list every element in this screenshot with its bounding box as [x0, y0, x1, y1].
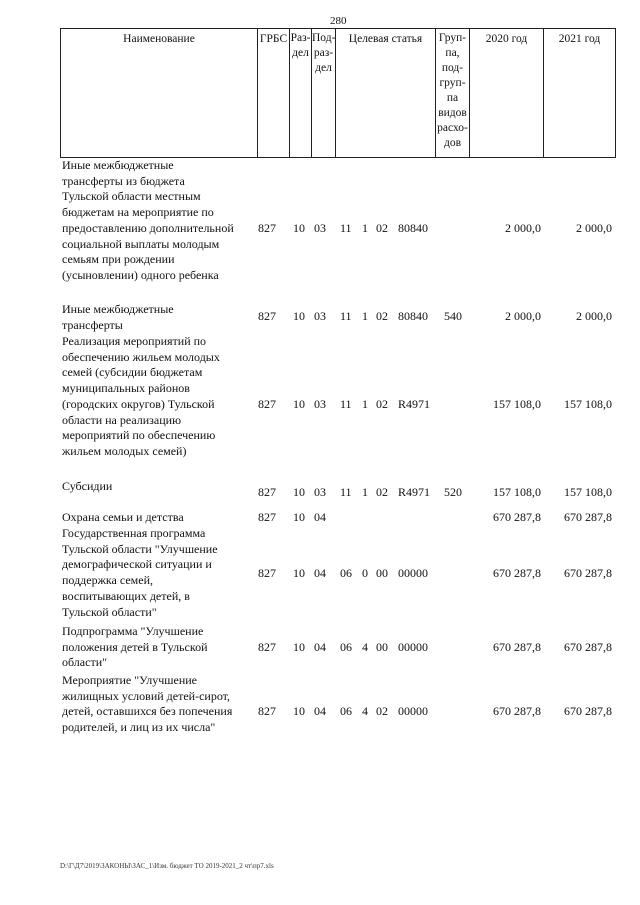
- row-grbs: 827: [258, 566, 276, 580]
- row-razdel: 10: [293, 510, 305, 524]
- row-name: Иные межбюджетные трансферты: [62, 302, 174, 332]
- row-razdel: 10: [293, 221, 305, 235]
- row-target-program: 11: [340, 221, 352, 235]
- row-podrazdel: 03: [314, 485, 326, 499]
- row-target-program: 11: [340, 309, 352, 323]
- row-podrazdel: 04: [314, 704, 326, 718]
- row-razdel: 10: [293, 640, 305, 654]
- row-name: Государственная программа Тульской области "Улучшение демографической ситуации и поддержка семей, воспитывающих детей, в Тульской области": [62, 526, 218, 619]
- row-target-event: 02: [376, 309, 388, 323]
- row-group: 520: [444, 485, 462, 499]
- row-target-event: 02: [376, 221, 388, 235]
- row-target-direction: 00000: [398, 640, 428, 654]
- row-2020: 670 287,8: [493, 510, 541, 524]
- row-target-direction: 00000: [398, 566, 428, 580]
- row-2021: 670 287,8: [564, 510, 612, 524]
- row-target-program: 11: [340, 397, 352, 411]
- row-podrazdel: 03: [314, 221, 326, 235]
- row-target-subprogram: 1: [362, 485, 368, 499]
- row-2020: 670 287,8: [493, 704, 541, 718]
- row-name: Мероприятие "Улучшение жилищных условий детей-сирот, детей, оставшихся без попечения родителей, и лиц из их числа": [62, 673, 233, 735]
- row-grbs: 827: [258, 221, 276, 235]
- col-name-label: Наименование: [123, 33, 195, 45]
- table-header: [60, 28, 616, 158]
- row-target-event: 00: [376, 566, 388, 580]
- row-grbs: 827: [258, 397, 276, 411]
- row-target-program: 06: [340, 704, 352, 718]
- col-group-header: [435, 29, 469, 157]
- page-number: 280: [330, 15, 347, 27]
- row-target-subprogram: 4: [362, 640, 368, 654]
- row-grbs: 827: [258, 309, 276, 323]
- row-podrazdel: 04: [314, 566, 326, 580]
- table-row: [60, 158, 620, 286]
- row-name: Иные межбюджетные трансферты из бюджета Тульской области местным бюджетам на мероприятие по предоставлению дополнительной социальной выплаты молодым семьям при рождении (усыновлении) одного ребенка: [62, 158, 234, 282]
- row-target-event: 02: [376, 397, 388, 411]
- row-target-program: 06: [340, 566, 352, 580]
- col-2020-header: [469, 29, 543, 157]
- row-grbs: 827: [258, 510, 276, 524]
- row-target-direction: 00000: [398, 704, 428, 718]
- row-target-subprogram: 4: [362, 704, 368, 718]
- row-target-direction: 80840: [398, 309, 428, 323]
- row-target-subprogram: 1: [362, 309, 368, 323]
- col-podrazdel-header: [311, 29, 335, 157]
- row-2021: 2 000,0: [576, 309, 612, 323]
- row-grbs: 827: [258, 485, 276, 499]
- row-2021: 670 287,8: [564, 566, 612, 580]
- file-path-footer: D:\Г\Д7\2019\ЗАКОНЫ\ЗАС_1\Изм. бюджет ТО 2019-2021_2 чт\пр7.xls: [60, 862, 274, 870]
- table-row: [60, 334, 620, 462]
- row-razdel: 10: [293, 485, 305, 499]
- row-target-event: 00: [376, 640, 388, 654]
- row-name: Реализация мероприятий по обеспечению жильем молодых семей (субсидии бюджетам муниципальных районов (городских округов) Тульской области на реализацию мероприятий по обеспечению жильем молодых семей): [62, 334, 220, 458]
- col-2021-label: 2021 год: [558, 33, 601, 45]
- row-2021: 157 108,0: [564, 397, 612, 411]
- col-podrazdel-label: Под- раз- дел: [312, 32, 336, 74]
- row-target-subprogram: 1: [362, 221, 368, 235]
- row-razdel: 10: [293, 397, 305, 411]
- row-podrazdel: 03: [314, 397, 326, 411]
- row-2020: 2 000,0: [505, 221, 541, 235]
- row-name: Субсидии: [62, 479, 113, 493]
- row-target-program: 06: [340, 640, 352, 654]
- row-podrazdel: 03: [314, 309, 326, 323]
- row-target-program: 11: [340, 485, 352, 499]
- row-razdel: 10: [293, 309, 305, 323]
- row-razdel: 10: [293, 704, 305, 718]
- row-2020: 670 287,8: [493, 566, 541, 580]
- col-group-label: Груп- па, под- груп- па видов расхо- дов: [437, 32, 468, 149]
- row-target-subprogram: 0: [362, 566, 368, 580]
- table-row: [60, 673, 620, 737]
- row-target-subprogram: 1: [362, 397, 368, 411]
- col-grbs-label: ГРБС: [259, 33, 288, 45]
- row-2021: 670 287,8: [564, 704, 612, 718]
- row-2021: 2 000,0: [576, 221, 612, 235]
- row-podrazdel: 04: [314, 640, 326, 654]
- col-target-label: Целевая статья: [348, 33, 423, 45]
- row-2021: 670 287,8: [564, 640, 612, 654]
- row-grbs: 827: [258, 640, 276, 654]
- row-target-event: 02: [376, 704, 388, 718]
- col-2020-label: 2020 год: [485, 33, 528, 45]
- row-name: Подпрограмма "Улучшение положения детей в Тульской области": [62, 624, 208, 670]
- row-target-direction: R4971: [398, 397, 431, 411]
- row-2020: 2 000,0: [505, 309, 541, 323]
- col-2021-header: [543, 29, 615, 157]
- row-2020: 157 108,0: [493, 397, 541, 411]
- row-name: Охрана семьи и детства: [62, 510, 184, 524]
- row-target-direction: 80840: [398, 221, 428, 235]
- table-row: [60, 624, 620, 672]
- row-group: 540: [444, 309, 462, 323]
- row-2020: 670 287,8: [493, 640, 541, 654]
- col-razdel-header: [289, 29, 311, 157]
- col-razdel-label: Раз- дел: [290, 32, 311, 59]
- col-target-header: [335, 29, 435, 157]
- row-grbs: 827: [258, 704, 276, 718]
- row-2021: 157 108,0: [564, 485, 612, 499]
- col-grbs-header: [257, 29, 289, 157]
- table-row: [60, 510, 620, 526]
- row-podrazdel: 04: [314, 510, 326, 524]
- row-razdel: 10: [293, 566, 305, 580]
- col-name-header: [61, 29, 257, 157]
- row-target-event: 02: [376, 485, 388, 499]
- table-row: [60, 302, 620, 334]
- table-row: [60, 526, 620, 622]
- table-row: [60, 479, 620, 503]
- row-2020: 157 108,0: [493, 485, 541, 499]
- row-target-direction: R4971: [398, 485, 431, 499]
